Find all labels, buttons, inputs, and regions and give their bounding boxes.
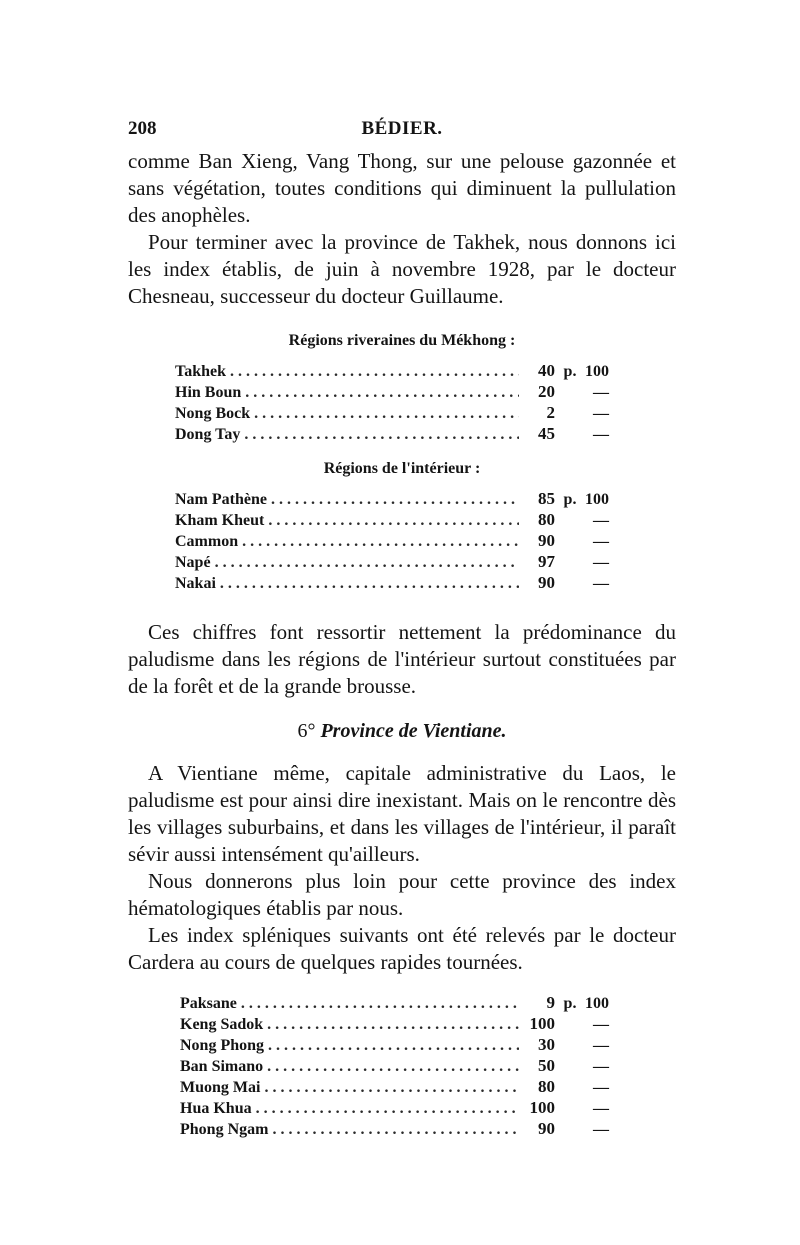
row-per: 100 bbox=[585, 995, 609, 1012]
table-row bbox=[175, 381, 625, 402]
row-name: Ban Simano bbox=[180, 1058, 264, 1075]
row-name: Paksane bbox=[180, 995, 237, 1012]
table2-heading: Régions de l'intérieur : bbox=[323, 460, 481, 477]
row-dash: — bbox=[593, 1016, 609, 1033]
table-row bbox=[175, 402, 625, 423]
table-row bbox=[180, 1013, 625, 1034]
table-row bbox=[180, 1076, 625, 1097]
row-dash: — bbox=[593, 512, 609, 529]
paragraph-2: Pour terminer avec la province de Takhek, nous donnons ici les index établis, de juin à novembre 1928, par le docteur Chesneau, successeur du docteur Guillaume. bbox=[128, 230, 676, 308]
row-value: 9 bbox=[546, 993, 555, 1012]
paragraph-3: Ces chiffres font ressortir nettement la prédominance du paludisme dans les régions de l'intérieur surtout constituées par de la forêt et de la grande brousse. bbox=[128, 620, 676, 698]
row-dash: — bbox=[593, 1079, 609, 1096]
row-dash: — bbox=[593, 533, 609, 550]
section-title bbox=[128, 720, 676, 743]
row-unit: p. bbox=[563, 995, 577, 1012]
row-value: 80 bbox=[538, 510, 555, 529]
page-number: 208 bbox=[128, 118, 157, 139]
table-row bbox=[180, 992, 625, 1013]
paragraph-1: comme Ban Xieng, Vang Thong, sur une pelouse gazonnée et sans végétation, toutes conditions qui diminuent la pullulation des anophèles. bbox=[128, 149, 676, 227]
row-value: 90 bbox=[538, 531, 555, 550]
row-name: Hua Khua bbox=[180, 1100, 252, 1117]
row-value: 80 bbox=[538, 1077, 555, 1096]
table-row bbox=[180, 1097, 625, 1118]
table-row bbox=[175, 572, 625, 593]
page-header bbox=[128, 118, 676, 148]
row-dash: — bbox=[593, 426, 609, 443]
row-dash: — bbox=[593, 1058, 609, 1075]
table-interior bbox=[175, 488, 625, 593]
row-value: 85 bbox=[538, 489, 555, 508]
table-row bbox=[175, 509, 625, 530]
row-per: 100 bbox=[585, 491, 609, 508]
row-name: Napé bbox=[175, 554, 211, 571]
book-page bbox=[128, 118, 676, 1139]
table-row bbox=[175, 360, 625, 381]
row-dash: — bbox=[593, 1100, 609, 1117]
row-name: Nong Bock bbox=[175, 405, 251, 422]
row-per: 100 bbox=[585, 363, 609, 380]
row-unit: p. bbox=[563, 363, 577, 380]
row-name: Phong Ngam bbox=[180, 1121, 269, 1138]
row-value: 97 bbox=[538, 552, 555, 571]
table-row bbox=[180, 1034, 625, 1055]
row-name: Nong Phong bbox=[180, 1037, 265, 1054]
row-name: Kham Kheut bbox=[175, 512, 265, 529]
row-name: Takhek bbox=[175, 363, 226, 380]
table-vientiane bbox=[180, 992, 625, 1139]
row-dash: — bbox=[593, 405, 609, 422]
table-row bbox=[180, 1055, 625, 1076]
table-row bbox=[175, 530, 625, 551]
paragraph-5: Nous donnerons plus loin pour cette province des index hématologiques établis par nous. bbox=[128, 869, 676, 920]
row-name: Dong Tay bbox=[175, 426, 241, 443]
running-head: BÉDIER. bbox=[361, 118, 443, 139]
row-value: 90 bbox=[538, 573, 555, 592]
row-dash: — bbox=[593, 575, 609, 592]
row-dash: — bbox=[593, 1037, 609, 1054]
row-name: Hin Boun bbox=[175, 384, 242, 401]
row-value: 30 bbox=[538, 1035, 555, 1054]
row-unit: p. bbox=[563, 491, 577, 508]
table-row bbox=[175, 488, 625, 509]
section-number: 6° bbox=[297, 720, 316, 742]
row-dash: — bbox=[593, 384, 609, 401]
table-riverine bbox=[175, 360, 625, 444]
paragraph-6: Les index spléniques suivants ont été relevés par le docteur Cardera au cours de quelques rapides tournées. bbox=[128, 923, 676, 974]
row-dash: — bbox=[593, 1121, 609, 1138]
table-row bbox=[175, 423, 625, 444]
row-value: 100 bbox=[529, 1014, 555, 1033]
row-name: Cammon bbox=[175, 533, 239, 550]
row-value: 100 bbox=[529, 1098, 555, 1117]
table-row bbox=[175, 551, 625, 572]
row-name: Nam Pathène bbox=[175, 491, 267, 508]
row-value: 50 bbox=[538, 1056, 555, 1075]
row-name: Nakai bbox=[175, 575, 216, 592]
paragraph-4: A Vientiane même, capitale administrative du Laos, le paludisme est pour ainsi dire inexistant. Mais on le rencontre dès les villages suburbains, et dans les villages de l'intérieur, il paraît sévir aussi intensément qu'ailleurs. bbox=[128, 761, 676, 866]
row-value: 45 bbox=[538, 424, 555, 443]
row-value: 40 bbox=[538, 361, 555, 380]
row-name: Keng Sadok bbox=[180, 1016, 264, 1033]
section-name: Province de Vientiane. bbox=[320, 720, 507, 742]
row-value: 20 bbox=[538, 382, 555, 401]
row-name: Muong Mai bbox=[180, 1079, 261, 1096]
row-dash: — bbox=[593, 554, 609, 571]
row-value: 2 bbox=[546, 403, 555, 422]
table-row bbox=[180, 1118, 625, 1139]
table1-heading: Régions riveraines du Mékhong : bbox=[288, 332, 516, 349]
row-value: 90 bbox=[538, 1119, 555, 1138]
